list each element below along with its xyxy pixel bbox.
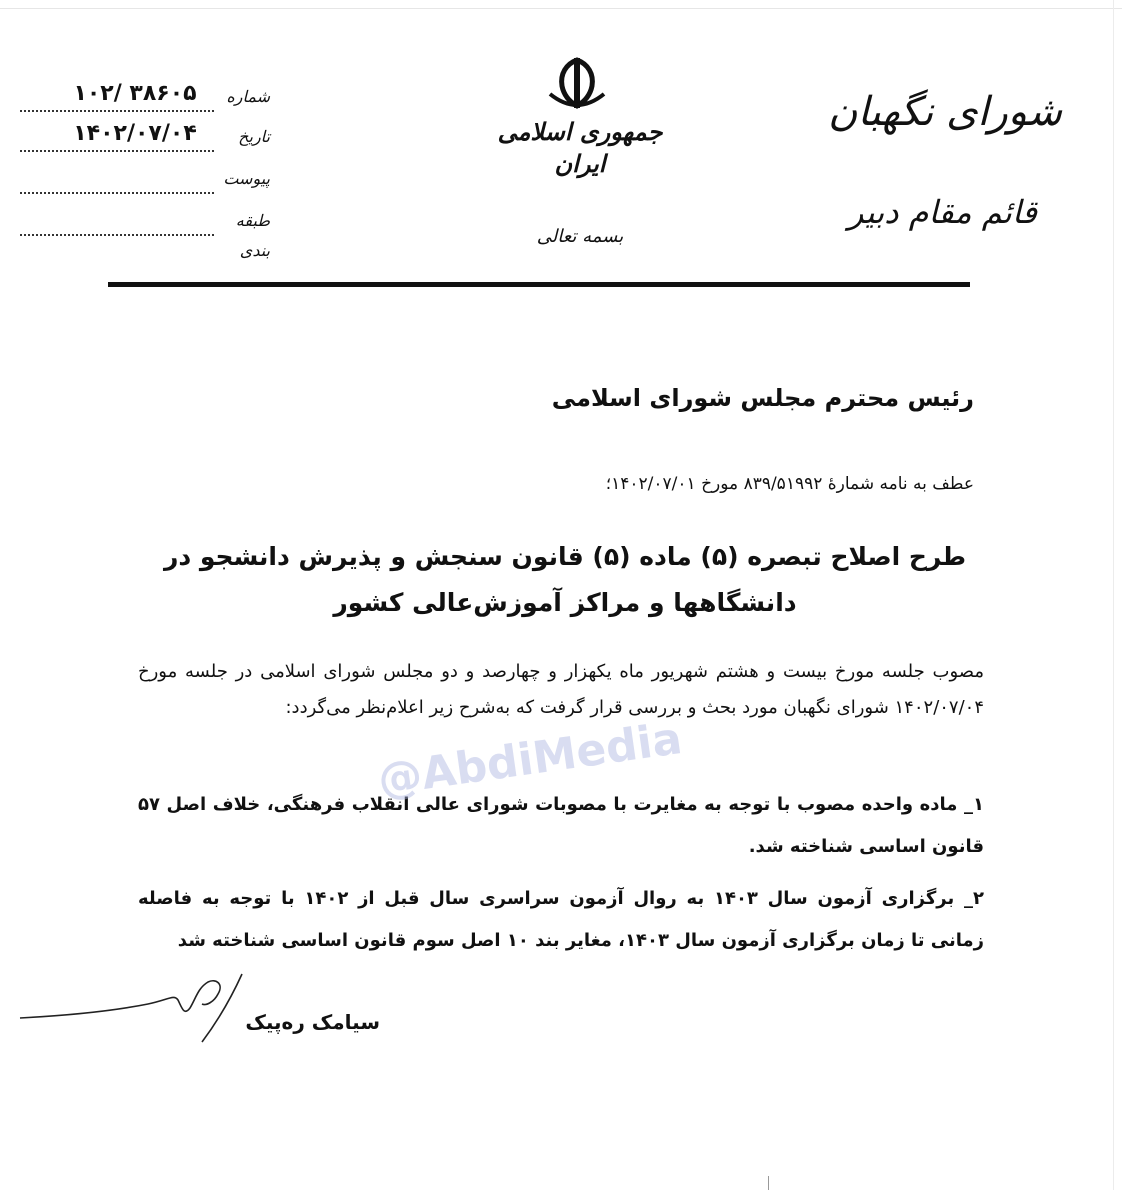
right-border bbox=[1113, 0, 1114, 1190]
org-name: شورای نگهبان bbox=[828, 89, 1062, 135]
signer-name: سیامک ره‌پیک bbox=[245, 1010, 380, 1034]
emblem-icon bbox=[542, 54, 612, 114]
attachment-label: پیوست bbox=[223, 169, 270, 188]
subject-line-1: طرح اصلاح تبصره (۵) ماده (۵) قانون سنجش و پذیرش دانشجو در bbox=[163, 542, 967, 571]
reference-line: عطف به نامه شمارهٔ ۸۳۹/۵۱۹۹۲ مورخ ۱۴۰۲/۰۷/۰۱؛ bbox=[605, 474, 974, 494]
date-value: ۱۴۰۲/۰۷/۰۴ bbox=[73, 121, 197, 146]
top-border bbox=[0, 8, 1122, 9]
number-label: شماره bbox=[226, 87, 270, 106]
meta-attachment bbox=[20, 164, 270, 200]
body-paragraph: مصوب جلسه مورخ بیست و هشتم شهریور ماه یکهزار و چهارصد و دو مجلس شورای اسلامی در جلسه مورخ ۱۴۰۲/۰۷/۰۴ شورای نگهبان مورد بحث و بررسی قرار گرفت که به‌شرح زیر اعلام‌نظر می‌گردد: bbox=[138, 661, 984, 718]
bottom-mark bbox=[768, 1176, 769, 1190]
recipient: رئیس محترم مجلس شورای اسلامی bbox=[551, 384, 974, 412]
bismillah: بسمه تعالی bbox=[536, 226, 624, 247]
number-value: ۱۰۲/ ۳۸۶۰۵ bbox=[73, 81, 197, 106]
date-label: تاریخ bbox=[238, 127, 270, 146]
number-dotted-line bbox=[20, 110, 214, 112]
ruling-item-2: ۲_ برگزاری آزمون سال ۱۴۰۳ به روال آزمون سراسری سال قبل از ۱۴۰۲ با توجه به فاصله زمانی تا زمان برگزاری آزمون سال ۱۴۰۳، مغایر بند ۱۰ اصل سوم قانون اساسی شناخته شد bbox=[138, 888, 984, 951]
watermark: @AbdiMedia bbox=[374, 712, 686, 807]
classification-label: طبقه بندی bbox=[235, 211, 270, 260]
classification-dotted-line bbox=[20, 234, 214, 236]
date-dotted-line bbox=[20, 150, 214, 152]
meta-classification bbox=[20, 206, 270, 260]
subject bbox=[150, 534, 980, 626]
meta-date bbox=[20, 122, 270, 158]
subject-line-2: دانشگاهها و مراکز آموزش‌عالی کشور bbox=[333, 588, 797, 617]
republic-title: جمهوری اسلامی ایران bbox=[497, 117, 663, 178]
attachment-dotted-line bbox=[20, 192, 214, 194]
header-divider bbox=[108, 282, 970, 287]
org-subtitle: قائم مقام دبیر bbox=[848, 193, 1037, 231]
ruling-item-1: ۱_ ماده واحده مصوب با توجه به مغایرت با مصوبات شورای عالی انقلاب فرهنگی، خلاف اصل ۵۷ قانون اساسی شناخته شد. bbox=[138, 794, 984, 857]
meta-number bbox=[20, 82, 270, 118]
